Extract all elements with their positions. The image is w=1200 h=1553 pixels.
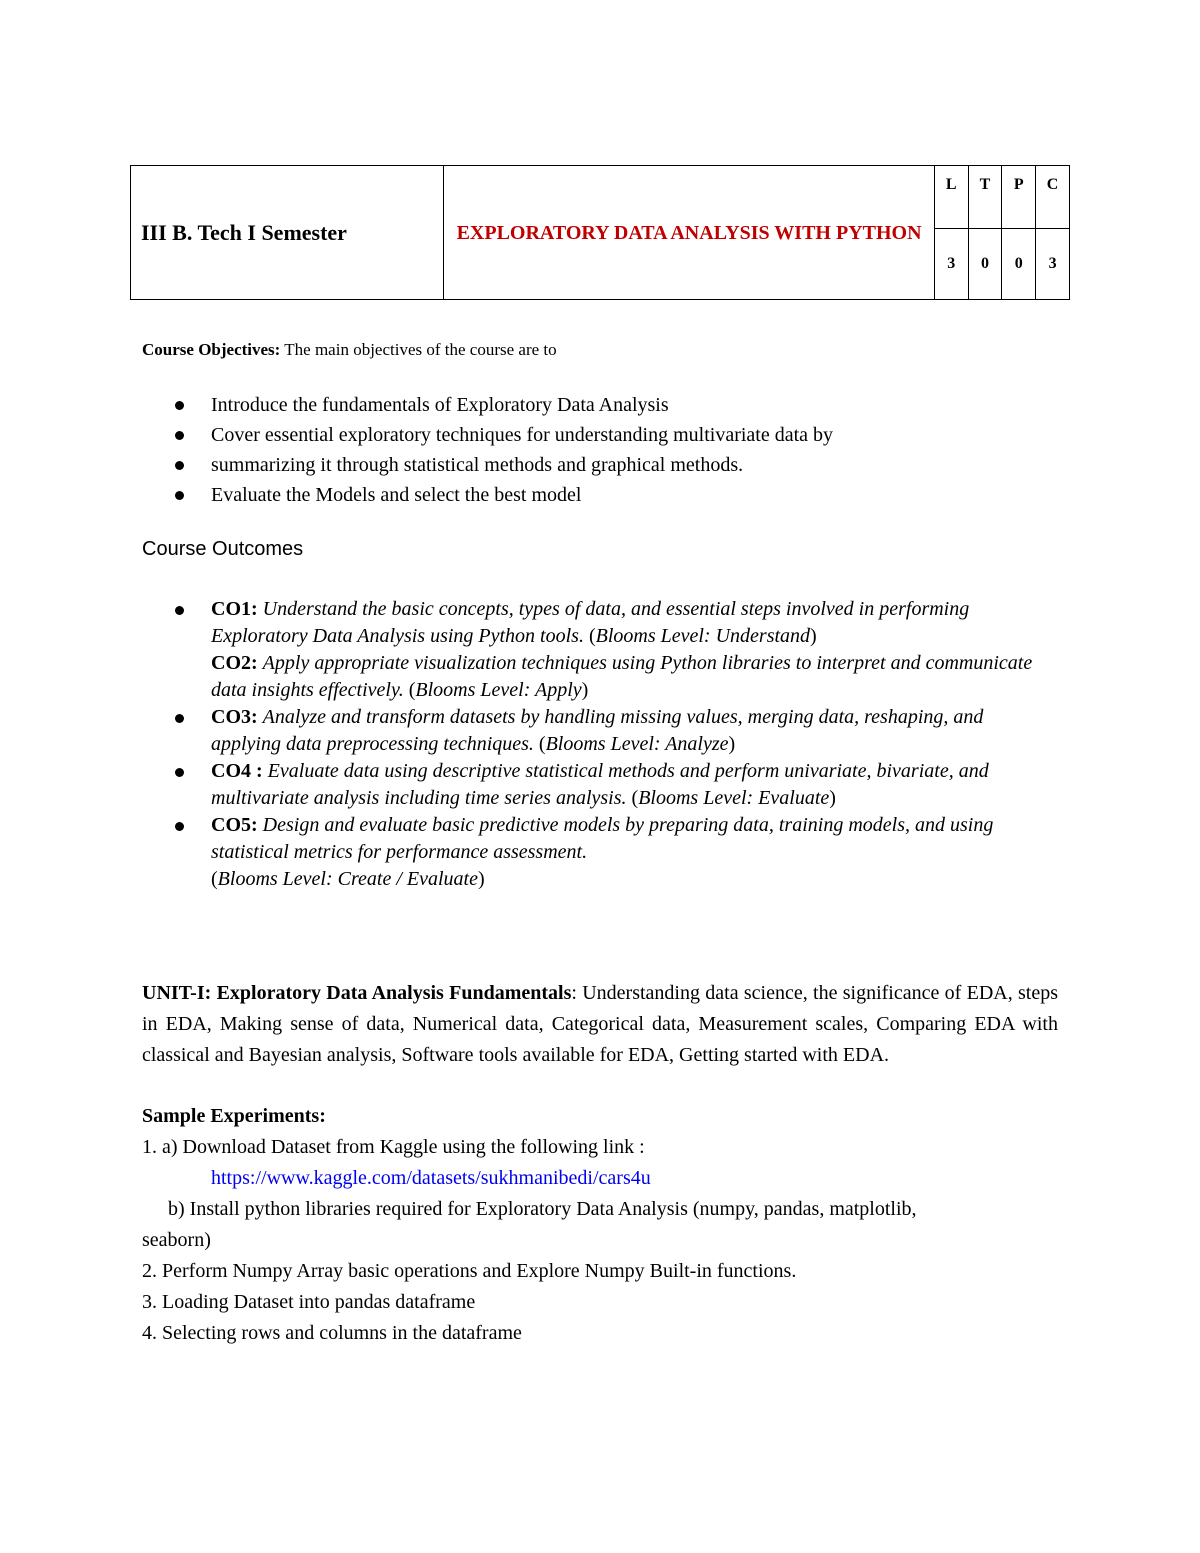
course-header-table	[130, 165, 1070, 300]
outcome-level: Blooms Level: Evaluate	[638, 787, 830, 809]
list-item: CO4 : Evaluate data using descriptive statistical methods and perform univariate, bivariate, and multivariate analysis including time series analysis. (Blooms Level: Evaluate)	[170, 758, 1050, 812]
unit-1-body: : Understanding data science, the significance of EDA, steps in EDA, Making sense of data, Numerical data, Categorical data, Measurement scales, Comparing EDA with classical and Bayesian analysis, Software tools available for EDA, Getting started with EDA.	[142, 982, 1058, 1066]
ltpc-value-p: 0	[1002, 229, 1036, 300]
ltpc-value-c: 3	[1036, 229, 1070, 300]
outcome-text: Understand the basic concepts, types of data, and essential steps involved in performing Exploratory Data Analysis using Python tools.	[211, 598, 970, 647]
ltpc-label-c: C	[1036, 166, 1070, 229]
course-objectives-label: Course Objectives:	[142, 340, 281, 359]
experiment-1a: 1. a) Download Dataset from Kaggle using the following link :	[142, 1136, 645, 1158]
outcome-code: CO3:	[211, 706, 258, 728]
objectives-list	[170, 390, 833, 510]
experiment-1b-cont: seaborn)	[142, 1229, 211, 1251]
kaggle-dataset-link[interactable]: https://www.kaggle.com/datasets/sukhmanibedi/cars4u	[211, 1167, 651, 1189]
list-item: Introduce the fundamentals of Exploratory Data Analysis	[170, 390, 833, 420]
list-item: CO3: Analyze and transform datasets by handling missing values, merging data, reshaping, and applying data preprocessing techniques. (Blooms Level: Analyze)	[170, 704, 1050, 758]
outcome-code: CO5:	[211, 814, 258, 836]
list-item: CO5: Design and evaluate basic predictive models by preparing data, training models, and using statistical metrics for performance assessment. (Blooms Level: Create / Evaluate)	[170, 812, 1050, 893]
outcome-text: Apply appropriate visualization techniques using Python libraries to interpret and communicate data insights effectively.	[211, 652, 1033, 701]
outcome-code: CO2:	[211, 652, 258, 674]
outcome-level: Blooms Level: Understand	[595, 625, 811, 647]
course-title: EXPLORATORY DATA ANALYSIS WITH PYTHON	[444, 166, 934, 300]
list-item: CO1: Understand the basic concepts, types of data, and essential steps involved in performing Exploratory Data Analysis using Python tools. (Blooms Level: Understand) CO2: Apply appropriate visualization techniques using Python libraries to interpret and communicate data insights effectively. (Blooms Level: Apply)	[170, 596, 1050, 704]
ltpc-value-t: 0	[968, 229, 1002, 300]
experiment-1b: b) Install python libraries required for Exploratory Data Analysis (numpy, pandas, matplotlib,	[168, 1198, 917, 1220]
ltpc-label-l: L	[934, 166, 968, 229]
list-item: Evaluate the Models and select the best model	[170, 480, 833, 510]
outcome-text: Design and evaluate basic predictive models by preparing data, training models, and using statistical metrics for performance assessment.	[211, 814, 994, 863]
unit-1-heading: UNIT-I: Exploratory Data Analysis Fundamentals	[142, 982, 572, 1004]
semester-cell: III B. Tech I Semester	[131, 166, 444, 300]
course-outcomes-heading: Course Outcomes	[142, 538, 304, 560]
experiment-2: 2. Perform Numpy Array basic operations and Explore Numpy Built-in functions.	[142, 1260, 797, 1282]
experiment-4: 4. Selecting rows and columns in the dataframe	[142, 1322, 522, 1344]
outcome-code: CO1:	[211, 598, 258, 620]
course-objectives-text: The main objectives of the course are to	[284, 340, 557, 359]
experiment-3: 3. Loading Dataset into pandas dataframe	[142, 1291, 476, 1313]
outcomes-list	[170, 596, 1050, 893]
ltpc-label-t: T	[968, 166, 1002, 229]
ltpc-label-p: P	[1002, 166, 1036, 229]
course-objectives-intro	[142, 340, 557, 360]
list-item: summarizing it through statistical methods and graphical methods.	[170, 450, 833, 480]
list-item: Cover essential exploratory techniques for understanding multivariate data by	[170, 420, 833, 450]
outcome-level: Blooms Level: Analyze	[545, 733, 729, 755]
sample-experiments-heading: Sample Experiments:	[142, 1105, 326, 1127]
outcome-level: Blooms Level: Apply	[415, 679, 582, 701]
outcome-text: Evaluate data using descriptive statistical methods and perform univariate, bivariate, and multivariate analysis including time series analysis.	[211, 760, 989, 809]
ltpc-value-l: 3	[934, 229, 968, 300]
outcome-level: Blooms Level: Create / Evaluate	[217, 868, 478, 890]
outcome-code: CO4 :	[211, 760, 263, 782]
unit-1-paragraph	[142, 978, 1058, 1071]
outcome-text: Analyze and transform datasets by handling missing values, merging data, reshaping, and applying data preprocessing techniques.	[211, 706, 984, 755]
